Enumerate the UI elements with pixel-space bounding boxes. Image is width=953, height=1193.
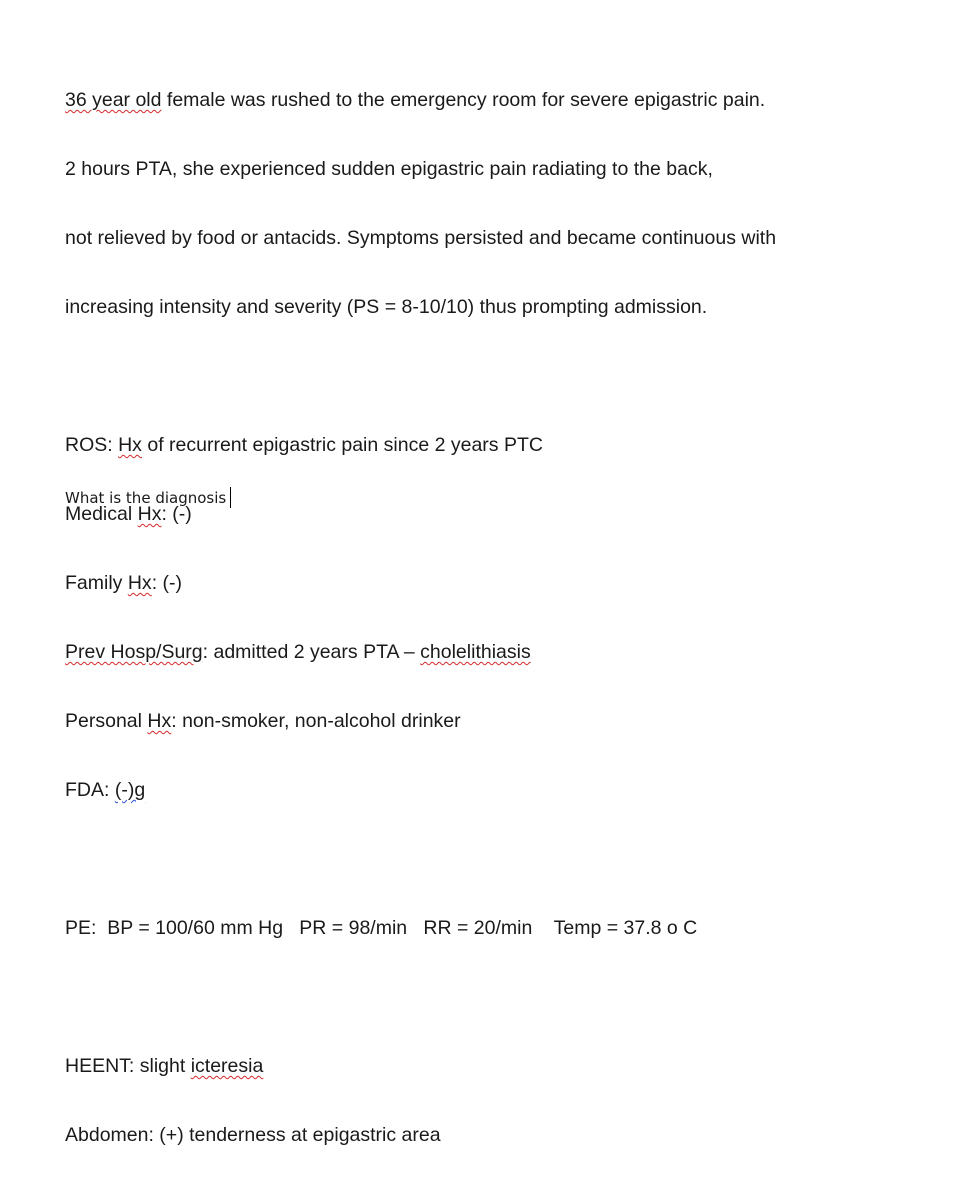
- blank-line: [65, 365, 776, 388]
- question-text: What is the diagnosis: [65, 489, 227, 507]
- ros-line: ROS: Hx of recurrent epigastric pain since 2 years PTC: [65, 434, 543, 456]
- family-history-line: Family Hx: (-): [65, 572, 183, 594]
- medical-history-line: Medical Hx: (-): [65, 503, 192, 525]
- spellcheck-word: cholelithiasis: [420, 641, 531, 663]
- text-cursor: [230, 487, 231, 508]
- spellcheck-word: Prev Hosp/Surg: [65, 641, 203, 663]
- case-text: [65, 43, 776, 1193]
- spellcheck-word: Hx: [127, 572, 152, 594]
- blank-line: [65, 848, 776, 871]
- physical-exam-vitals: PE: BP = 100/60 mm Hg PR = 98/min RR = 20/min Temp = 37.8 o C: [65, 917, 698, 939]
- question-line[interactable]: [65, 487, 231, 508]
- heent-line: HEENT: slight icteresia: [65, 1055, 264, 1077]
- personal-history-line: Personal Hx: non-smoker, non-alcohol drinker: [65, 710, 461, 732]
- spellcheck-word: Hx: [118, 434, 142, 456]
- hpi-line-3: not relieved by food or antacids. Symptoms persisted and became continuous with: [65, 227, 777, 249]
- hpi-line-4: increasing intensity and severity (PS = 8-10/10) thus prompting admission.: [65, 296, 708, 318]
- abdomen-line: Abdomen: (+) tenderness at epigastric area: [65, 1124, 441, 1146]
- hpi-line-2: 2 hours PTA, she experienced sudden epigastric pain radiating to the back,: [65, 158, 713, 180]
- spellcheck-age: 36 year old: [65, 89, 162, 111]
- spellcheck-word: Hx: [137, 503, 162, 525]
- blank-line: [65, 986, 776, 1009]
- hpi-line-1: 36 year old female was rushed to the emergency room for severe epigastric pain.: [65, 89, 766, 111]
- fda-line: FDA: (-)g: [65, 779, 146, 801]
- grammar-check-word: (-)g: [114, 779, 146, 801]
- spellcheck-word: Hx: [147, 710, 172, 732]
- spellcheck-word: icteresia: [190, 1055, 264, 1077]
- prev-hosp-line: Prev Hosp/Surg: admitted 2 years PTA – cholelithiasis: [65, 641, 531, 663]
